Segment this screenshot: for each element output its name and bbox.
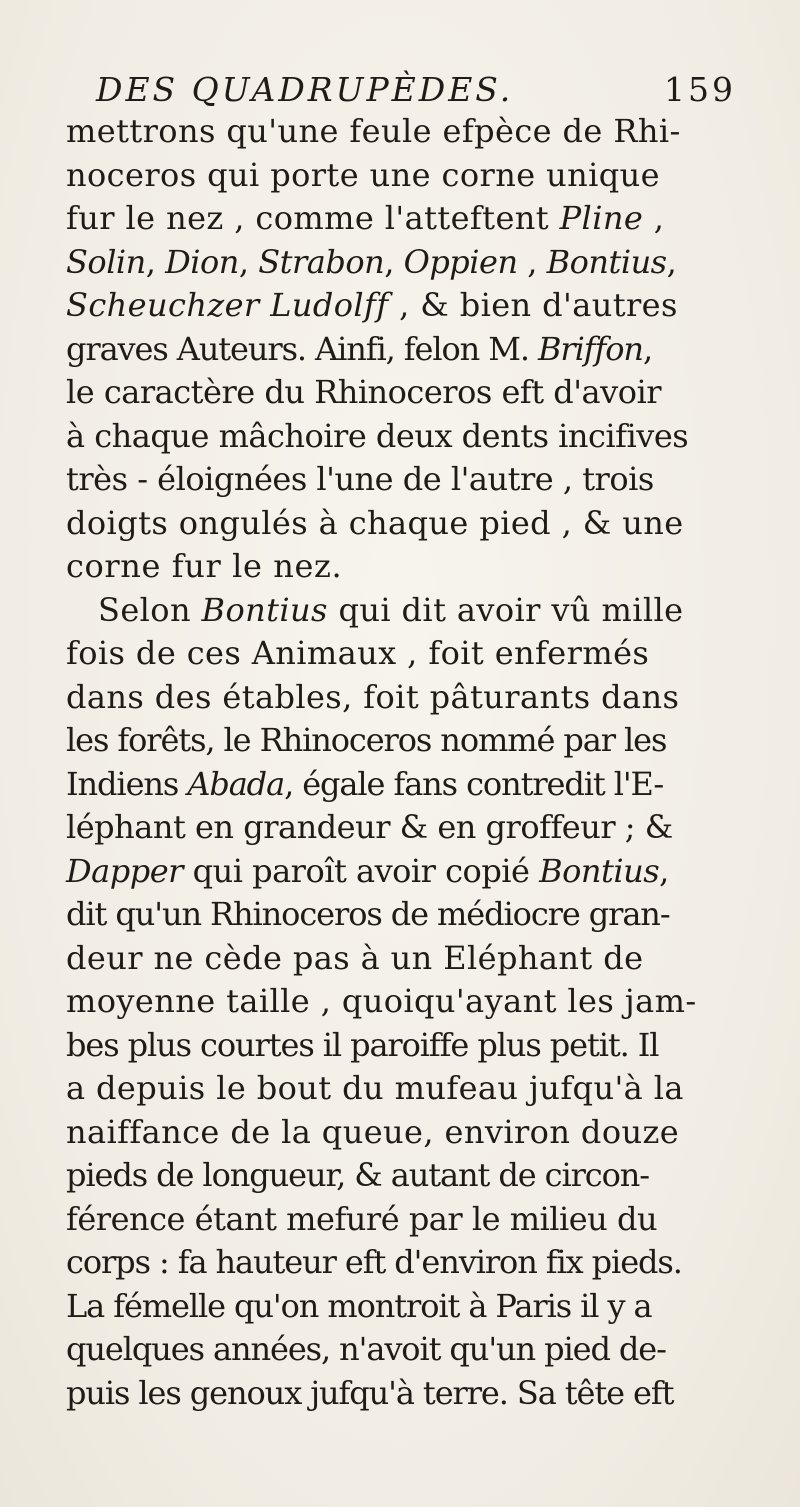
- text-line: [66, 806, 766, 850]
- text-segment: pieds de longueur, & autant de circon-: [66, 1156, 649, 1194]
- text-segment: naiffance de la queue, environ douze: [66, 1112, 680, 1151]
- italic-name: Pline: [559, 199, 644, 237]
- italic-name: Scheuchzer Ludolff: [66, 286, 389, 324]
- text-line: [66, 1024, 766, 1068]
- italic-name: Abada: [187, 764, 285, 803]
- text-line: [66, 937, 766, 981]
- italic-name: Strabon: [258, 242, 385, 281]
- text-segment: corne fur le nez.: [66, 547, 343, 585]
- text-segment: La fémelle qu'on montroit à Paris il y a: [66, 1286, 652, 1325]
- text-line: [66, 676, 766, 720]
- text-line: [66, 284, 766, 328]
- text-line: [66, 545, 766, 589]
- text-line: [66, 502, 766, 546]
- text-line: [66, 110, 766, 154]
- italic-name: Dapper: [66, 851, 183, 890]
- text-segment: ,: [643, 199, 665, 237]
- text-line: [66, 458, 766, 502]
- text-line: [66, 371, 766, 415]
- text-segment: doigts ongulés à chaque pied , & une: [66, 503, 684, 542]
- italic-name: Oppien: [403, 242, 518, 281]
- text-segment: deur ne cède pas à un Eléphant de: [66, 938, 644, 977]
- text-segment: ,: [238, 242, 259, 281]
- text-segment: ,: [145, 242, 166, 281]
- text-segment: noceros qui porte une corne unique: [66, 155, 661, 194]
- text-segment: Indiens: [66, 764, 188, 803]
- text-segment: dit qu'un Rhinoceros de médiocre gran-: [66, 895, 670, 933]
- text-line: [66, 241, 766, 285]
- text-segment: graves Auteurs. Ainfi, felon M.: [66, 329, 539, 368]
- text-line: [66, 1198, 766, 1242]
- text-segment: ,: [642, 329, 653, 368]
- text-segment: léphant en grandeur & en groffeur ; &: [66, 808, 673, 846]
- text-line: [66, 632, 766, 676]
- text-segment: bes plus courtes il paroiffe plus petit. Il: [66, 1025, 659, 1064]
- text-segment: puis les genoux jufqu'à terre. Sa tête eft: [66, 1373, 674, 1412]
- text-segment: les forêts, le Rhinoceros nommé par les: [66, 721, 667, 759]
- text-segment: mettrons qu'une feule efpèce de Rhi-: [66, 112, 681, 150]
- italic-name: Dion: [165, 242, 239, 281]
- text-segment: le caractère du Rhinoceros eft d'avoir: [66, 373, 661, 411]
- text-line: [66, 415, 766, 459]
- text-line: [66, 893, 766, 937]
- text-segment: à chaque mâchoire deux dents incifives: [66, 416, 689, 455]
- italic-name: Briffon: [538, 329, 643, 368]
- text-line: [66, 850, 766, 894]
- text-segment: ,: [384, 242, 404, 281]
- italic-name: Bontius: [539, 851, 660, 890]
- text-segment: très - éloignées l'une de l'autre , trois: [66, 460, 654, 498]
- text-segment: ,: [659, 851, 669, 890]
- text-segment: ,: [666, 242, 677, 281]
- text-segment: fois de ces Animaux , foit enfermés: [66, 634, 650, 672]
- text-line: [66, 328, 766, 372]
- text-line: [66, 589, 766, 633]
- italic-name: Solin: [66, 242, 146, 281]
- text-line: [66, 1285, 766, 1329]
- text-line: [66, 719, 766, 763]
- text-segment: a depuis le bout du mufeau jufqu'à la: [66, 1069, 684, 1107]
- running-head: [96, 62, 736, 112]
- text-segment: qui paroît avoir copié: [182, 851, 540, 890]
- text-line: [66, 1111, 766, 1155]
- italic-name: Bontius: [546, 242, 667, 281]
- text-line: [66, 1154, 766, 1198]
- running-head-title: DES QUADRUPÈDES.: [96, 70, 514, 109]
- text-line: [66, 980, 766, 1024]
- text-segment: ,: [517, 242, 547, 281]
- text-line: [66, 1372, 766, 1416]
- text-line: [66, 1328, 766, 1372]
- text-segment: qui dit avoir vû mille: [327, 590, 684, 629]
- text-segment: quelques années, n'avoit qu'un pied de-: [66, 1330, 666, 1368]
- text-line: [66, 154, 766, 198]
- text-line: [66, 197, 766, 241]
- page-number: 159: [664, 70, 736, 109]
- text-segment: dans des étables, foit pâturants dans: [66, 677, 680, 716]
- text-segment: Selon: [98, 590, 202, 629]
- text-segment: , & bien d'autres: [388, 286, 678, 324]
- text-segment: corps : fa hauteur eft d'environ fix pieds.: [66, 1243, 682, 1281]
- text-line: [66, 1067, 766, 1111]
- text-line: [66, 1241, 766, 1285]
- body-text: [66, 110, 766, 1415]
- text-line: [66, 763, 766, 807]
- text-segment: moyenne taille , quoiqu'ayant les jam-: [66, 982, 697, 1020]
- text-segment: férence étant mefuré par le milieu du: [66, 1199, 658, 1238]
- text-segment: , égale fans contredit l'E-: [284, 764, 664, 803]
- text-segment: fur le nez , comme l'atteftent: [66, 199, 560, 237]
- italic-name: Bontius: [201, 590, 328, 629]
